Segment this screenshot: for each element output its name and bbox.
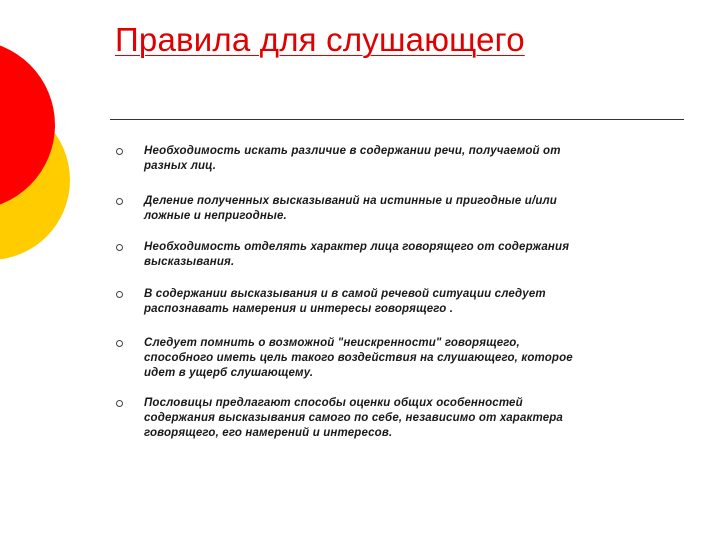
bullet-text: Необходимость отделять характер лица говорящего от содержания высказывания. <box>144 241 570 268</box>
bullet-item <box>113 336 673 381</box>
hollow-circle-bullet-icon <box>116 148 123 155</box>
decorative-circles-icon <box>0 0 80 300</box>
hollow-circle-bullet-icon <box>116 291 123 298</box>
bullet-text: Следует помнить о возможной "неискренности" говорящего, способного иметь цель такого воздействия на слушающего, которое идет в ущерб слушающему. <box>144 337 573 379</box>
hollow-circle-bullet-icon <box>116 198 123 205</box>
slide-title: Правила для слушающего <box>115 21 525 58</box>
bullet-item <box>113 194 673 224</box>
bullet-text: Необходимость искать различие в содержании речи, получаемой от разных лиц. <box>144 145 561 172</box>
bullet-item <box>113 287 673 317</box>
bullet-text: В содержании высказывания и в самой речевой ситуации следует распознавать намерения и интересы говорящего . <box>144 288 546 315</box>
bullet-item <box>113 240 673 270</box>
hollow-circle-bullet-icon <box>116 244 123 251</box>
bullet-text: Пословицы предлагают способы оценки общих особенностей содержания высказывания самого по себе, независимо от характера говорящего, его намерений и интересов. <box>144 397 563 439</box>
hollow-circle-bullet-icon <box>116 400 123 407</box>
hollow-circle-bullet-icon <box>116 340 123 347</box>
bullet-item <box>113 144 673 174</box>
bullet-item <box>113 396 673 441</box>
title-divider <box>110 119 684 120</box>
bullet-text: Деление полученных высказываний на истинные и пригодные и/или ложные и непригодные. <box>144 195 557 222</box>
